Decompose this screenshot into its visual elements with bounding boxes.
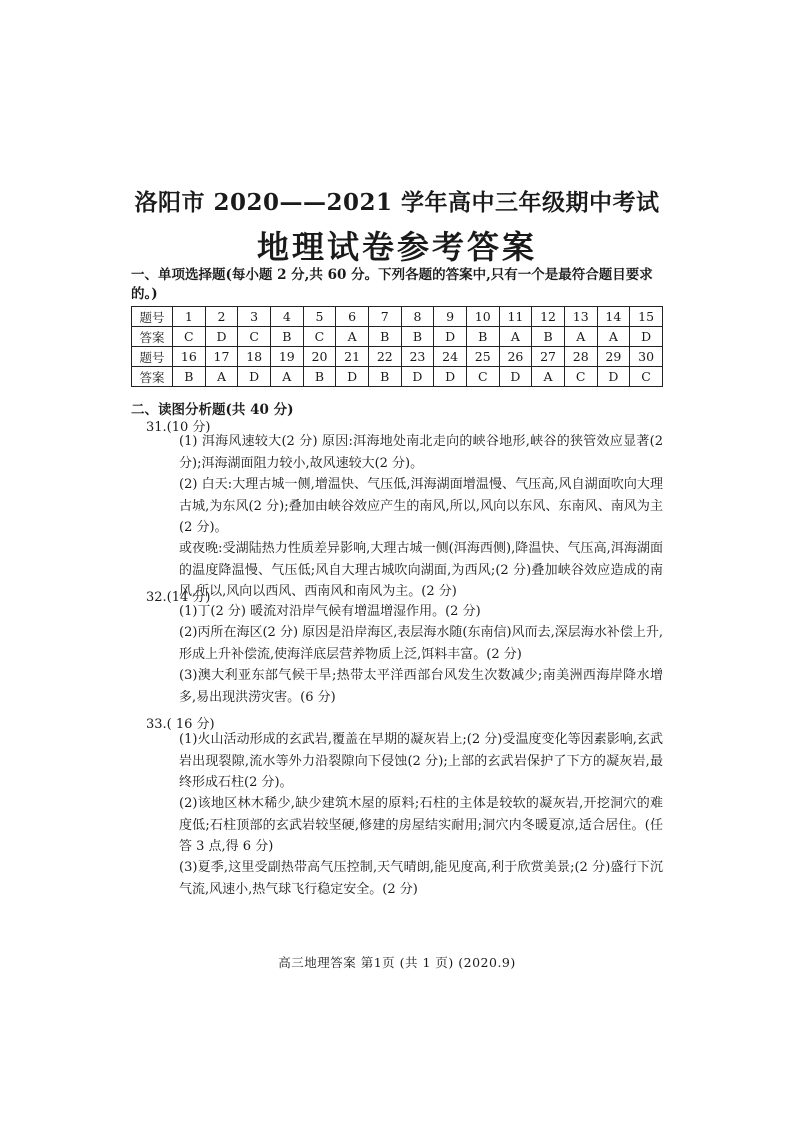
question-number-cell: 1 bbox=[173, 307, 206, 327]
question-number-row-label: 题号 bbox=[132, 307, 173, 327]
answer-cell: B bbox=[368, 327, 401, 347]
q31-part3: 或夜晚:受湖陆热力性质差异影响,大理古城一侧(洱海西侧),降温快、气压高,洱海湖面的温度降温慢、气压低;风自大理古城吹向湖面,为西风;(2 分)叠加峡谷效应造成的南风,所以,风向以西风、西南风和南风为主。(2 分) bbox=[179, 541, 663, 599]
q31-part2: (2) 白天:大理古城一侧,增温快、气压低,洱海湖面增温慢、气压高,风自湖面吹向大理古城,为东风(2 分);叠加由峡谷效应产生的南风,所以,风向以东风、东南风、南风为主(2 分)。 bbox=[179, 477, 663, 535]
answer-cell: D bbox=[499, 367, 532, 387]
answer-cell: B bbox=[303, 367, 336, 387]
answer-row-label: 答案 bbox=[132, 367, 173, 387]
question-number-cell: 15 bbox=[630, 307, 663, 327]
question-number-cell: 22 bbox=[368, 347, 401, 367]
question-number-cell: 7 bbox=[368, 307, 401, 327]
question-number-row bbox=[132, 347, 663, 367]
q33-label: 33.( 16 分) bbox=[146, 717, 215, 732]
question-number-cell: 5 bbox=[303, 307, 336, 327]
answer-cell: B bbox=[466, 327, 499, 347]
q31-label: 31.(10 分) bbox=[146, 420, 211, 435]
q31-part1: (1) 洱海风速较大(2 分) 原因:洱海地处南北走向的峡谷地形,峡谷的狭管效应显著(2 分);洱海湖面阻力较小,故风速较大(2 分)。 bbox=[179, 434, 663, 471]
question-number-cell: 14 bbox=[597, 307, 630, 327]
answer-cell: A bbox=[499, 327, 532, 347]
question-number-cell: 28 bbox=[564, 347, 597, 367]
section1-heading: 一、单项选择题(每小题 2 分,共 60 分。下列各题的答案中,只有一个是最符合题目要求的。) bbox=[131, 267, 653, 302]
question-number-cell: 29 bbox=[597, 347, 630, 367]
answer-cell: D bbox=[336, 367, 369, 387]
question-number-cell: 6 bbox=[336, 307, 369, 327]
q32-part3: (3)澳大利亚东部气候干旱;热带太平洋西部台风发生次数减少;南美洲西海岸降水增多,易出现洪涝灾害。(6 分) bbox=[179, 668, 663, 705]
q32-label: 32.(14 分) bbox=[146, 590, 211, 605]
question-number-cell: 19 bbox=[270, 347, 303, 367]
answer-cell: C bbox=[466, 367, 499, 387]
question-number-cell: 17 bbox=[205, 347, 238, 367]
question-number-cell: 11 bbox=[499, 307, 532, 327]
answer-cell: D bbox=[238, 367, 271, 387]
question-number-row bbox=[132, 307, 663, 327]
answer-cell: A bbox=[336, 327, 369, 347]
answer-cell: C bbox=[173, 327, 206, 347]
q32-part2: (2)丙所在海区(2 分) 原因是沿岸海区,表层海水随(东南信)风而去,深层海水补偿上升,形成上升补偿流,使海洋底层营养物质上泛,饵料丰富。(2 分) bbox=[179, 625, 663, 662]
q33-part3: (3)夏季,这里受副热带高气压控制,天气晴朗,能见度高,利于欣赏美景;(2 分)盛行下沉气流,风速小,热气球飞行稳定安全。(2 分) bbox=[179, 860, 663, 897]
answer-cell: B bbox=[532, 327, 565, 347]
q32-part1: (1)丁(2 分) 暖流对沿岸气候有增温增湿作用。(2 分) bbox=[179, 604, 481, 619]
question-number-cell: 9 bbox=[434, 307, 467, 327]
answer-cell: B bbox=[173, 367, 206, 387]
answer-cell: D bbox=[434, 367, 467, 387]
answer-cell: C bbox=[238, 327, 271, 347]
question-number-cell: 21 bbox=[336, 347, 369, 367]
question-number-cell: 8 bbox=[401, 307, 434, 327]
question-number-cell: 16 bbox=[173, 347, 206, 367]
question-number-cell: 23 bbox=[401, 347, 434, 367]
answer-cell: B bbox=[270, 327, 303, 347]
answer-cell: A bbox=[564, 327, 597, 347]
q33-part1: (1)火山活动形成的玄武岩,覆盖在早期的凝灰岩上;(2 分)受温度变化等因素影响,玄武岩出现裂隙,流水等外力沿裂隙向下侵蚀(2 分);上部的玄武岩保护了下方的凝灰岩,最终形成石柱(2 分)。 bbox=[179, 732, 663, 790]
question-number-cell: 12 bbox=[532, 307, 565, 327]
question-number-cell: 2 bbox=[205, 307, 238, 327]
answer-cell: B bbox=[368, 367, 401, 387]
q33-part2: (2)该地区林木稀少,缺少建筑木屋的原料;石柱的主体是较软的凝灰岩,开挖洞穴的难度低;石柱顶部的玄武岩较坚硬,修建的房屋结实耐用;洞穴内冬暖夏凉,适合居住。(任答 3 点,得 6 分) bbox=[179, 796, 663, 854]
answer-cell: A bbox=[205, 367, 238, 387]
question-number-cell: 26 bbox=[499, 347, 532, 367]
question-number-cell: 25 bbox=[466, 347, 499, 367]
exam-title: 洛阳市 2020——2021 学年高中三年级期中考试 bbox=[134, 189, 660, 216]
question-number-cell: 3 bbox=[238, 307, 271, 327]
question-number-cell: 20 bbox=[303, 347, 336, 367]
answer-cell: D bbox=[434, 327, 467, 347]
answer-cell: C bbox=[564, 367, 597, 387]
answer-row bbox=[132, 367, 663, 387]
answer-cell: D bbox=[597, 367, 630, 387]
question-number-cell: 30 bbox=[630, 347, 663, 367]
question-number-cell: 18 bbox=[238, 347, 271, 367]
document-title: 地理试卷参考答案 bbox=[256, 228, 537, 266]
answer-row bbox=[132, 327, 663, 347]
question-number-row-label: 题号 bbox=[132, 347, 173, 367]
page-footer: 高三地理答案 第1页 (共 1 页) (2020.9) bbox=[278, 955, 516, 970]
answer-cell: B bbox=[401, 327, 434, 347]
question-number-cell: 4 bbox=[270, 307, 303, 327]
answer-cell: C bbox=[303, 327, 336, 347]
question-number-cell: 24 bbox=[434, 347, 467, 367]
answer-cell: D bbox=[205, 327, 238, 347]
answer-cell: A bbox=[532, 367, 565, 387]
answer-cell: D bbox=[401, 367, 434, 387]
answer-cell: D bbox=[630, 327, 663, 347]
answer-cell: A bbox=[597, 327, 630, 347]
question-number-cell: 27 bbox=[532, 347, 565, 367]
answer-table bbox=[131, 306, 663, 387]
answer-cell: A bbox=[270, 367, 303, 387]
answer-cell: C bbox=[630, 367, 663, 387]
section2-heading: 二、读图分析题(共 40 分) bbox=[131, 402, 294, 418]
question-number-cell: 13 bbox=[564, 307, 597, 327]
question-number-cell: 10 bbox=[466, 307, 499, 327]
answer-row-label: 答案 bbox=[132, 327, 173, 347]
